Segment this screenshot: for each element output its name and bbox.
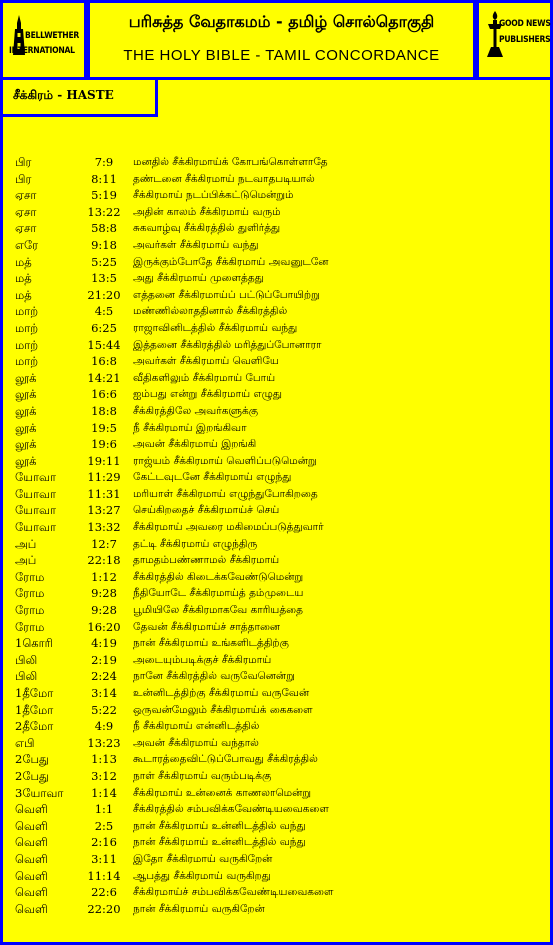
book-abbreviation: 3யோவா [15,785,64,800]
book-abbreviation: 1கொரி [15,636,53,651]
book-abbreviation: லூக் [15,387,37,402]
concordance-row [15,353,545,370]
verse-reference: 22:6 [91,885,117,900]
headword-separator: - [57,88,63,102]
verse-text: இருக்கும்போதே சீக்கிரமாய் அவனுடனே [133,255,329,268]
verse-reference: 2:19 [91,652,117,667]
book-abbreviation: யோவா [15,503,57,518]
headword-tamil: சீக்கிரம் [13,88,54,102]
verse-text: சீக்கிரத்தில் கிடைக்கவேண்டுமென்று [133,570,304,583]
verse-text: அவர்கள் சீக்கிரமாய் வெளியே [133,355,279,368]
headword [13,88,114,104]
verse-reference: 5:25 [91,254,117,269]
verse-text: ஒருவன்மேலும் சீக்கிரமாய்க் கைகளை [133,703,313,716]
verse-reference: 5:22 [91,702,117,717]
book-abbreviation: ஏசா [15,221,37,236]
concordance-row [15,519,545,536]
concordance-row [15,735,545,752]
verse-reference: 3:14 [91,686,117,700]
bellwether-logo-box [0,0,87,80]
verse-reference: 11:14 [87,868,121,883]
verse-text: அவர்கள் சீக்கிரமாய் வந்து [133,238,259,251]
concordance-row [15,303,545,320]
concordance-row [15,187,545,204]
verse-text: தண்டனை சீக்கிரமாய் நடவாதபடியால் [133,172,315,185]
concordance-row [15,619,545,636]
book-abbreviation: வெளி [15,835,48,850]
concordance-row [15,668,545,685]
book-abbreviation: வெளி [15,901,48,916]
book-abbreviation: ரோம [15,586,45,601]
logo-text-line1: GOOD NEWS [499,19,551,29]
book-abbreviation: 2பேது [15,768,50,783]
verse-text: அது சீக்கிரமாய் முளைத்தது [133,272,264,285]
verse-text: இத்தனை சீக்கிரத்தில் மரித்துப்போனாரா [133,338,322,351]
headword-box [0,77,158,117]
book-abbreviation: ரோம [15,603,45,618]
verse-reference: 12:7 [91,536,117,551]
verse-reference: 2:16 [91,835,117,850]
verse-reference: 15:44 [87,337,121,352]
verse-reference: 1:12 [91,569,117,584]
verse-reference: 7:9 [94,155,114,169]
concordance-row [15,768,545,785]
logo-text-line1: BELLWETHER [25,31,80,41]
concordance-row [15,785,545,802]
verse-text: ஆபத்து சீக்கிரமாய் வருகிறது [133,869,271,882]
verse-reference: 1:1 [94,802,114,817]
verse-text: ஐம்பது என்று சீக்கிரமாய் எழுது [133,388,282,401]
concordance-row [15,420,545,437]
verse-reference: 16:20 [87,619,121,634]
verse-text: நானே சீக்கிரத்தில் வருவேனென்று [133,670,295,683]
concordance-row [15,154,545,171]
verse-reference: 11:29 [87,470,121,485]
book-abbreviation: 2பேது [15,752,50,767]
book-abbreviation: பிலி [15,669,38,684]
verse-text: நீதியோடே சீக்கிரமாய்த் தம்முடைய [133,587,304,600]
verse-reference: 9:28 [91,586,117,601]
concordance-row [15,801,545,818]
verse-text: சுகவாழ்வு சீக்கிரத்தில் துளிர்த்து [133,222,281,235]
book-abbreviation: அப் [15,536,37,551]
book-abbreviation: மத் [15,271,32,286]
book-abbreviation: வெளி [15,851,48,866]
book-abbreviation: ஏசா [15,204,37,219]
verse-text: அதின் காலம் சீக்கிரமாய் வரும் [133,205,281,218]
verse-text: சீக்கிரமாய் உன்னைக் காணலாமென்று [133,786,312,799]
verse-text: சீக்கிரமாய் அவரை மகிமைப்படுத்துவார் [133,521,324,534]
title-tamil: பரிசுத்த வேதாகமம் - தமிழ் சொல்தொகுதி [128,12,435,31]
book-abbreviation: வெளி [15,885,48,900]
verse-text: அடையும்படிக்குச் சீக்கிரமாய் [133,653,272,666]
verse-reference: 8:11 [91,171,117,186]
verse-reference: 14:21 [87,370,121,385]
book-abbreviation: ரோம [15,619,45,634]
concordance-list [15,154,545,917]
verse-text: சீக்கிரமாய்ச் சம்பவிக்கவேண்டியவைகளை [133,886,334,899]
concordance-row [15,403,545,420]
verse-text: அவன் சீக்கிரமாய் இறங்கி [133,438,257,451]
verse-reference: 19:11 [87,453,121,468]
concordance-row [15,254,545,271]
book-abbreviation: மாற் [15,304,39,319]
verse-reference: 1:13 [91,752,117,767]
book-abbreviation: 2தீமோ [15,719,54,734]
concordance-row [15,370,545,387]
verse-reference: 4:19 [91,636,117,651]
verse-text: தட்டி சீக்கிரமாய் எழுந்திரு [133,537,258,550]
book-abbreviation: லூக் [15,370,37,385]
verse-text: தேவன் சீக்கிரமாய்ச் சாத்தானை [133,620,281,633]
verse-reference: 18:8 [91,403,117,418]
book-abbreviation: ரோம [15,569,45,584]
book-abbreviation: மத் [15,287,32,302]
verse-reference: 16:6 [91,387,117,402]
verse-reference: 1:14 [91,785,117,800]
logo-text-line2: PUBLISHERS [499,35,551,45]
book-abbreviation: எரே [15,237,39,252]
verse-reference: 13:22 [87,204,121,219]
verse-reference: 2:24 [91,669,117,684]
bellwether-logo [7,11,83,75]
concordance-row [15,585,545,602]
concordance-row [15,469,545,486]
verse-text: நீ சீக்கிரமாய் என்னிடத்தில் [133,720,260,733]
book-abbreviation: எபி [15,735,35,750]
concordance-row [15,834,545,851]
book-abbreviation: பிர [15,155,32,169]
book-abbreviation: யோவா [15,470,57,485]
good-news-logo [481,11,553,75]
verse-reference: 13:32 [87,520,121,535]
verse-text: கேட்டவுடனே சீக்கிரமாய் எழுந்து [133,471,292,484]
verse-text: பூமியிலே சீக்கிரமாகவே காரியத்தை [133,604,303,617]
verse-reference: 22:20 [87,901,121,916]
concordance-row [15,237,545,254]
lamp-icon [485,11,505,57]
concordance-row [15,702,545,719]
verse-reference: 22:18 [87,553,121,568]
verse-reference: 6:25 [91,320,117,335]
concordance-row [15,818,545,835]
verse-text: அவன் சீக்கிரமாய் வந்தால் [133,736,259,749]
concordance-row [15,652,545,669]
concordance-row [15,386,545,403]
book-abbreviation: ஏசா [15,188,37,203]
concordance-row [15,171,545,188]
concordance-row [15,851,545,868]
verse-text: கூடாரத்தைவிட்டுப்போவது சீக்கிரத்தில் [133,753,318,766]
verse-reference: 19:6 [91,437,117,452]
book-abbreviation: லூக் [15,437,37,452]
verse-text: நான் சீக்கிரமாய் உன்னிடத்தில் வந்து [133,819,306,832]
good-news-logo-box [476,0,553,80]
book-abbreviation: 1தீமோ [15,686,54,700]
concordance-row [15,635,545,652]
verse-reference: 5:19 [91,188,117,203]
verse-text: நான் சீக்கிரமாய் வருகிறேன் [133,902,265,915]
concordance-row [15,536,545,553]
book-abbreviation: லூக் [15,453,37,468]
concordance-row [15,718,545,735]
verse-reference: 2:5 [94,818,114,833]
book-abbreviation: வெளி [15,802,48,817]
verse-reference: 16:8 [91,354,117,369]
verse-text: உன்னிடத்திற்கு சீக்கிரமாய் வருவேன் [133,687,310,699]
book-abbreviation: அப் [15,553,37,568]
verse-text: நாள் சீக்கிரமாய் வரும்படிக்கு [133,769,272,782]
verse-text: மரியாள் சீக்கிரமாய் எழுந்துபோகிறதை [133,487,318,500]
book-abbreviation: வெளி [15,818,48,833]
book-abbreviation: 1தீமோ [15,702,54,717]
concordance-row [15,320,545,337]
concordance-row [15,287,545,304]
book-abbreviation: லூக் [15,420,37,435]
book-abbreviation: மத் [15,254,32,269]
verse-text: ராஜ்யம் சீக்கிரமாய் வெளிப்படுமென்று [133,454,317,467]
book-abbreviation: வெளி [15,868,48,883]
verse-reference: 3:12 [91,768,117,783]
concordance-row [15,220,545,237]
verse-text: இதோ சீக்கிரமாய் வருகிறேன் [133,852,273,865]
book-abbreviation: மாற் [15,337,39,352]
verse-text: மண்ணில்லாததினால் சீக்கிரத்தில் [133,305,288,318]
book-abbreviation: மாற் [15,320,39,335]
verse-reference: 4:5 [94,304,114,319]
verse-reference: 13:23 [87,735,121,750]
concordance-row [15,204,545,221]
book-abbreviation: யோவா [15,520,57,535]
logo-text-line2: INTERNATIONAL [9,46,75,56]
verse-text: மனதில் சீக்கிரமாய்க் கோபங்கொள்ளாதே [133,156,328,168]
book-abbreviation: பிர [15,171,32,186]
verse-text: நான் சீக்கிரமாய் உங்களிடத்திற்கு [133,637,289,650]
verse-reference: 13:27 [87,503,121,518]
concordance-row [15,486,545,503]
verse-reference: 58:8 [91,221,117,236]
verse-text: சீக்கிரத்திலே அவர்களுக்கு [133,404,258,417]
verse-text: ராஜாவினிடத்தில் சீக்கிரமாய் வந்து [133,321,298,334]
verse-text: தாமதம்பண்ணாமல் சீக்கிரமாய் [133,554,280,567]
verse-text: வீதிகளிலும் சீக்கிரமாய் போய் [133,371,276,384]
concordance-row [15,901,545,918]
verse-reference: 9:18 [91,237,117,252]
concordance-row [15,884,545,901]
concordance-row [15,868,545,885]
title-english: THE HOLY BIBLE - TAMIL CONCORDANCE [123,47,440,64]
verse-text: நீ சீக்கிரமாய் இறங்கிவா [133,421,247,434]
verse-text: எத்தனை சீக்கிரமாய்ப் பட்டுப்போயிற்று [133,288,320,301]
headword-english: HASTE [66,88,114,102]
concordance-row [15,453,545,470]
verse-text: சீக்கிரமாய் நடப்பிக்கட்டுமென்றும் [133,189,294,202]
concordance-row [15,436,545,453]
concordance-row [15,552,545,569]
concordance-row [15,270,545,287]
verse-reference: 13:5 [91,271,117,286]
verse-text: செய்கிறதைச் சீக்கிரமாய்ச் செய் [133,504,280,517]
concordance-row [15,751,545,768]
verse-reference: 9:28 [91,603,117,618]
verse-text: சீக்கிரத்தில் சம்பவிக்கவேண்டியவைகளை [133,803,329,816]
book-abbreviation: மாற் [15,354,39,369]
book-abbreviation: பிலி [15,652,38,667]
concordance-row [15,685,545,702]
book-abbreviation: யோவா [15,486,57,501]
title-box [87,0,476,80]
concordance-row [15,502,545,519]
verse-text: நான் சீக்கிரமாய் உன்னிடத்தில் வந்து [133,836,306,849]
concordance-row [15,602,545,619]
book-abbreviation: லூக் [15,403,37,418]
verse-reference: 11:31 [87,486,121,501]
verse-reference: 4:9 [94,719,114,734]
verse-reference: 21:20 [87,287,121,302]
verse-reference: 3:11 [91,851,117,866]
concordance-row [15,337,545,354]
verse-reference: 19:5 [91,420,117,435]
concordance-row [15,569,545,586]
